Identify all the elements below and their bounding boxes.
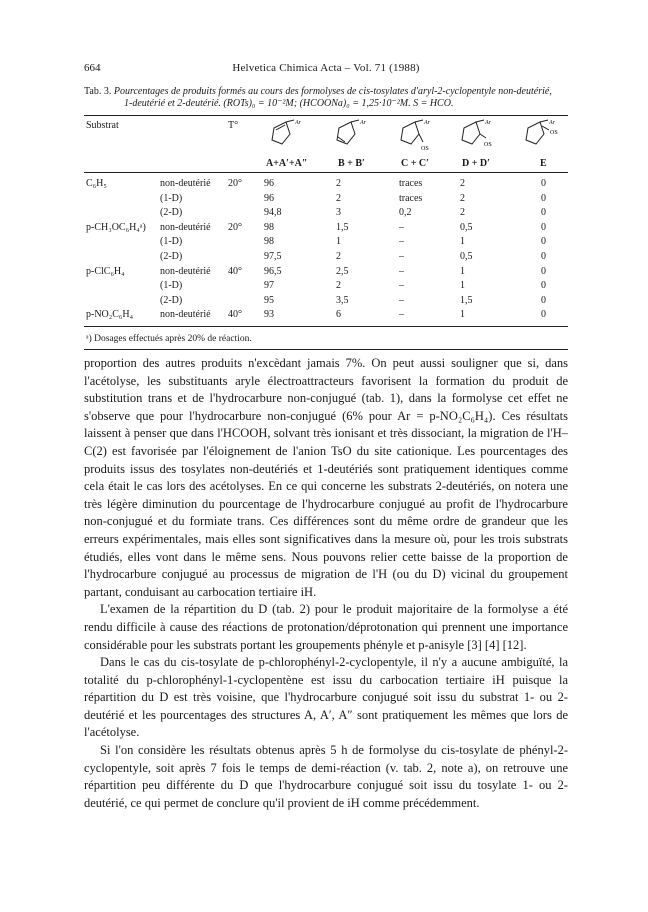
cell-value: 2 xyxy=(336,192,341,204)
cell-value: 1 xyxy=(460,309,465,321)
cell-value: 3,5 xyxy=(336,294,349,306)
cell-value: – xyxy=(399,280,404,292)
cell-value: 0,5 xyxy=(460,251,473,262)
os-label-e: OS xyxy=(550,130,558,136)
cell-temperature: 20° xyxy=(228,221,242,233)
cell-value: 95 xyxy=(264,294,274,306)
caption-line-2: 1-deutérié et 2-deutérié. (ROTs)₀ = 10⁻²M; (HCOONa)₀ = 1,25·10⁻²M. S = HCO. xyxy=(124,98,454,109)
cell-value: 6 xyxy=(336,309,341,321)
cell-value: 96 xyxy=(264,192,274,204)
cell-value: 2 xyxy=(460,207,465,219)
paragraph-2: L'examen de la répartition du D (tab. 2) pour le produit majoritaire de la formolyse a été rendu difficile à cause des réactions de protonation/déprotonation qui prennent une importance considérable pour les substrats portant les groupements phényle et p-anisyle [3] [4] [12]. xyxy=(84,602,568,652)
cell-value: 0 xyxy=(541,236,546,248)
os-label-d: OS xyxy=(484,142,492,148)
cell-value: – xyxy=(399,294,404,306)
table-caption xyxy=(84,86,568,110)
cell-value: 97 xyxy=(264,280,274,292)
cell-value: – xyxy=(399,309,404,321)
cell-value: 97,5 xyxy=(264,251,282,262)
cell-value: 0 xyxy=(541,294,546,306)
structure-c-icon xyxy=(397,118,441,158)
ar-label-b: Ar xyxy=(360,120,366,126)
cell-value: 2,5 xyxy=(336,265,349,277)
cell-value: 1 xyxy=(336,236,341,248)
header-temperature: T° xyxy=(228,120,239,131)
group-header-b: B + B′ xyxy=(338,158,365,169)
cell-label: non-deutérié xyxy=(160,178,211,189)
cell-value: 1 xyxy=(460,236,465,248)
cell-label: non-deutérié xyxy=(160,265,211,277)
cell-value: 0 xyxy=(541,207,546,219)
cell-value: 0,2 xyxy=(399,207,412,219)
table-header-rule xyxy=(84,172,568,173)
cell-temperature: 40° xyxy=(228,265,242,277)
os-label-c: OS xyxy=(421,146,429,152)
cell-label: (1-D) xyxy=(160,280,183,292)
cell-substrat: C₆H₅ xyxy=(86,178,107,189)
cell-value: 1,5 xyxy=(460,294,473,306)
cell-value: 2 xyxy=(336,178,341,189)
cell-value: 1 xyxy=(460,265,465,277)
group-header-d: D + D′ xyxy=(462,158,490,169)
cell-value: traces xyxy=(399,178,423,189)
cell-value: 98 xyxy=(264,236,274,248)
cell-label: non-deutérié xyxy=(160,309,211,321)
group-header-e: E xyxy=(540,158,547,169)
cell-substrat: p-CH₃OC₆H₄ᵃ) xyxy=(86,221,146,233)
body-text xyxy=(84,355,568,812)
group-header-a: A+A′+A″ xyxy=(266,158,308,169)
cell-value: 0 xyxy=(541,309,546,321)
cell-value: 96,5 xyxy=(264,265,282,277)
structure-b-icon xyxy=(333,118,373,152)
group-header-c: C + C′ xyxy=(401,158,429,169)
header-substrat: Substrat xyxy=(86,120,119,131)
paragraph-4: Si l'on considère les résultats obtenus après 5 h de formolyse du cis-tosylate de phényl-2-cyclopentyle, soit après 7 fois le temps de demi-réaction (v. tab. 2, note a), on retrouve une répartition peu différente du D que l'hydrocarbure conjugué soit issu du tosylate 1- ou 2-deutérié, ce qui permet de conclure qu'il provient de iH comme précédemment. xyxy=(84,743,568,810)
cell-value: 0 xyxy=(541,178,546,189)
cell-substrat: p-ClC₆H₄ xyxy=(86,265,125,277)
caption-text-1: Pourcentages de produits formés au cours des formolyses de cis-tosylates d'aryl-2-cyclopentyle non-deutérié, xyxy=(113,86,552,97)
cell-value: 0 xyxy=(541,265,546,277)
cell-temperature: 20° xyxy=(228,178,242,189)
cell-value: 98 xyxy=(264,221,274,233)
page-number: 664 xyxy=(84,62,101,74)
cell-value: 0,5 xyxy=(460,221,473,233)
structure-d-icon xyxy=(458,118,502,158)
ar-label-a: Ar xyxy=(295,120,301,126)
cell-label: (1-D) xyxy=(160,192,183,204)
caption-label: Tab. 3. xyxy=(84,86,112,97)
cell-value: 2 xyxy=(460,178,465,189)
cell-value: 0 xyxy=(541,192,546,204)
cell-value: traces xyxy=(399,192,423,204)
paragraph-3: Dans le cas du cis-tosylate de p-chlorophényl-2-cyclopentyle, il n'y a aucune ambiguïté, la totalité du p-chlorophényl-1-cyclopentène est issu du carbocation tertiaire iH puisque la répartition du D est très voisine, que l'hydrocarbure conjugué soit issu du substrat 1- ou 2-deutérié et les pourcentages des structures A, A′, A″ sont pratiquement les mêmes que lors de l'acétolyse. xyxy=(84,655,568,740)
cell-substrat: p-NO₂C₆H₄ xyxy=(86,309,134,321)
cell-value: – xyxy=(399,236,404,248)
ar-label-e: Ar xyxy=(549,120,555,126)
cell-label: non-deutérié xyxy=(160,221,211,233)
cell-value: 2 xyxy=(460,192,465,204)
structure-e-icon xyxy=(522,118,566,152)
cell-label: (2-D) xyxy=(160,207,183,219)
structure-a-icon xyxy=(268,118,308,152)
ar-label-d: Ar xyxy=(485,120,491,126)
cell-temperature: 40° xyxy=(228,309,242,321)
page-header xyxy=(84,62,568,78)
cell-value: 1,5 xyxy=(336,221,349,233)
cell-value: 3 xyxy=(336,207,341,219)
journal-title: Helvetica Chimica Acta – Vol. 71 (1988) xyxy=(232,62,420,74)
cell-value: 0 xyxy=(541,251,546,262)
cell-value: 96 xyxy=(264,178,274,189)
cell-label: (1-D) xyxy=(160,236,183,248)
cell-value: 2 xyxy=(336,251,341,262)
cell-value: 2 xyxy=(336,280,341,292)
cell-value: 0 xyxy=(541,221,546,233)
cell-value: 1 xyxy=(460,280,465,292)
cell-label: (2-D) xyxy=(160,251,183,262)
table-top-rule xyxy=(84,115,568,116)
cell-value: 0 xyxy=(541,280,546,292)
cell-label: (2-D) xyxy=(160,294,183,306)
cell-value: – xyxy=(399,221,404,233)
cell-value: – xyxy=(399,265,404,277)
paragraph-1: proportion des autres produits n'excèdant jamais 7%. On peut aussi souligner que si, dans l'acétolyse, les substituants aryle électroattracteurs favorisent la formation du produit de substitution trans et de l'hydrocarbure non-conjugué (tab. 1), dans la formolyse cet effet ne s'observe que pour l'hydrocarbure non-conjugué (6% pour Ar = p-NO₂C₆H₄). Ces résultats laissent à penser que dans l'HCOOH, solvant très ionisant et très dissociant, la migration de l'H–C(2) est favorisée par l'éloignement de l'anion TsO du site cationique. Les pourcentages des produits issus des tosylates non-deutériés et 1-deutériés sont pratiquement identiques comme cela était le cas lors des acétolyses. En ce qui concerne les substrats 2-deutériés, on notera une très légère diminution du pourcentage de l'hydrocarbure conjugué au profit de l'hydrocarbure non-conjugué et du formiate trans. Ces différences sont du même ordre de grandeur que les erreurs expérimentales, mais elles sont significatives dans la mesure où, pour les trois substrats étudiés, elles vont dans le même sens. Nous pouvons relier cette baisse de la proportion de l'hydrocarbure conjugué au processus de migration de l'H (ou du D) vicinal du groupement partant, conduisant au carbocation tertiaire iH. xyxy=(84,356,568,599)
ar-label-c: Ar xyxy=(424,120,430,126)
footnote-rule xyxy=(84,349,568,350)
table-bottom-rule xyxy=(84,326,568,327)
cell-value: 93 xyxy=(264,309,274,321)
cell-value: – xyxy=(399,251,404,262)
table-footnote: ᵃ) Dosages effectués après 20% de réaction. xyxy=(86,334,252,344)
caption-line-1 xyxy=(84,86,568,98)
cell-value: 94,8 xyxy=(264,207,282,219)
